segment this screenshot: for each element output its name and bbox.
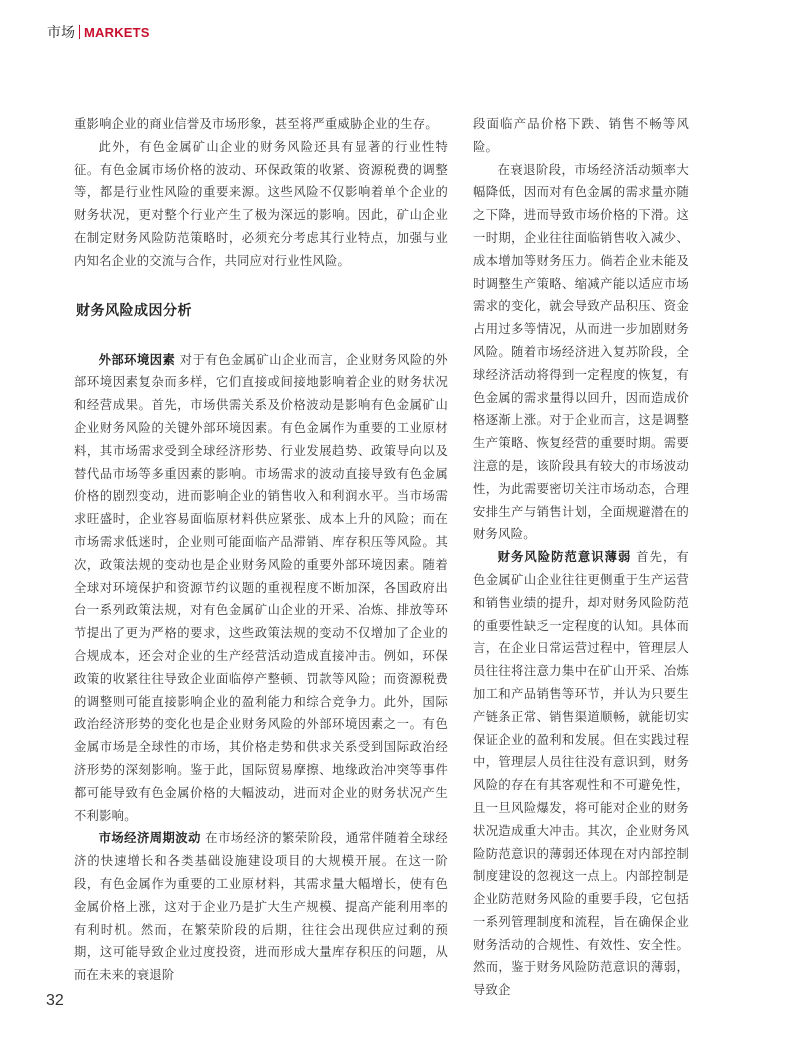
left-column xyxy=(74,113,448,987)
paragraph: 段面临产品价格下跌、销售不畅等风险。 xyxy=(473,117,689,154)
page-number: 32 xyxy=(46,992,64,1009)
section-header xyxy=(47,22,150,42)
section-label-cn: 市场 xyxy=(47,25,75,41)
paragraph xyxy=(473,546,689,1002)
paragraph-keyword: 市场经济周期波动 xyxy=(98,831,201,846)
paragraph-keyword: 财务风险防范意识薄弱 xyxy=(497,550,632,565)
paragraph-keyword: 外部环境因素 xyxy=(98,352,176,367)
section-label-en: MARKETS xyxy=(84,24,150,40)
paragraph-body: 对于有色金属矿山企业而言，企业财务风险的外部环境因素复杂而多样，它们直接或间接地影响着企业的财务状况和经营成果。首先，市场供需关系及价格波动是影响有色金属矿山企业财务风险的关键外部环境因素。有色金属作为重要的工业原材料，其市场需求受到全球经济形势、行业发展趋势、政策导向以及替代品市场等多重因素的影响。市场需求的波动直接导致有色金属价格的剧烈变动，进而影响企业的销售收入和利润水平。当市场需求旺盛时，企业容易面临原材料供应紧张、成本上升的风险；而在市场需求低迷时，企业则可能面临产品滞销、库存积压等风险。其次，政策法规的变动也是企业财务风险的重要外部环境因素。随着全球对环境保护和资源节约议题的重视程度不断加深，各国政府出台一系列政策法规，对有色金属矿山企业的开采、冶炼、排放等环节提出了更为严格的要求，这些政策法规的变动不仅增加了企业的合规成本，还会对企业的生产经营活动造成直接冲击。例如，环保政策的收紧往往导致企业面临停产整顿、罚款等风险；而资源税费的调整则可能直接影响企业的盈利能力和综合竞争力。此外，国际政治经济形势的变化也是企业财务风险的外部环境因素之一。有色金属市场是全球性的市场，其价格走势和供求关系受到国际政治经济形势的深刻影响。鉴于此，国际贸易摩擦、地缘政治冲突等事件都可能导致有色金属价格的大幅波动，进而对企业的财务状况产生不利影响。 xyxy=(74,352,448,823)
paragraph: 在衰退阶段，市场经济活动频率大幅降低，因而对有色金属的需求量亦随之下降，进而导致市场价格的下滑。这一时期，企业往往面临销售收入减少、成本增加等财务压力。倘若企业未能及时调整生产策略、缩减产能以适应市场需求的变化，就会导致产品积压、资金占用过多等情况，从而进一步加剧财务风险。随着市场经济进入复苏阶段，全球经济活动将得到一定程度的恢复，有色金属的需求量得以回升，因而造成价格逐渐上涨。对于企业而言，这是调整生产策略、恢复经营的重要时期。需要注意的是，该阶段具有较大的市场波动性，为此需要密切关注市场动态，合理安排生产与销售计划，全面规避潜在的财务风险。 xyxy=(473,162,689,542)
right-column xyxy=(473,113,689,1002)
paragraph-body: 在市场经济的繁荣阶段，通常伴随着全球经济的快速增长和各类基础设施建设项目的大规模开展。在这一阶段，有色金属作为重要的工业原材料，其需求量大幅增长，使有色金属价格上涨，这对于企业乃是扩大生产规模、提高产能利用率的有利时机。然而，在繁荣阶段的后期，往往会出现供应过剩的预期，这可能导致企业过度投资，进而形成大量库存积压的问题，从而在未来的衰退阶 xyxy=(74,831,448,983)
paragraph-body: 首先，有色金属矿山企业往往更侧重于生产运营和销售业绩的提升，却对财务风险防范的重要性缺乏一定程度的认知。具体而言，在企业日常运营过程中，管理层人员往往将注意力集中在矿山开采、冶炼加工和产品销售等环节，并认为只要生产链条正常、销售渠道顺畅，就能切实保证企业的盈利和发展。但在实践过程中，管理层人员往往没有意识到，财务风险的存在有其客观性和不可避免性，且一旦风险爆发，将可能对企业的财务状况造成重大冲击。其次，企业财务风险防范意识的薄弱还体现在对内部控制制度建设的忽视这一点上。内部控制是企业防范财务风险的重要手段，它包括一系列管理制度和流程，旨在确保企业财务活动的合规性、有效性、安全性。然而，鉴于财务风险防范意识的薄弱，导致企 xyxy=(473,550,689,998)
section-heading: 财务风险成因分析 xyxy=(76,302,192,319)
paragraph: 重影响企业的商业信誉及市场形象，甚至将严重威胁企业的生存。 xyxy=(74,117,438,131)
header-divider xyxy=(79,25,80,39)
paragraph xyxy=(74,349,448,828)
paragraph xyxy=(74,827,448,987)
paragraph: 此外，有色金属矿山企业的财务风险还具有显著的行业性特征。有色金属市场价格的波动、环保政策的收紧、资源税费的调整等，都是行业性风险的重要来源。这些风险不仅影响着单个企业的财务状况，更对整个行业产生了极为深远的影响。因此，矿山企业在制定财务风险防范策略时，必须充分考虑其行业特点，加强与业内知名企业的交流与合作，共同应对行业性风险。 xyxy=(74,139,448,268)
